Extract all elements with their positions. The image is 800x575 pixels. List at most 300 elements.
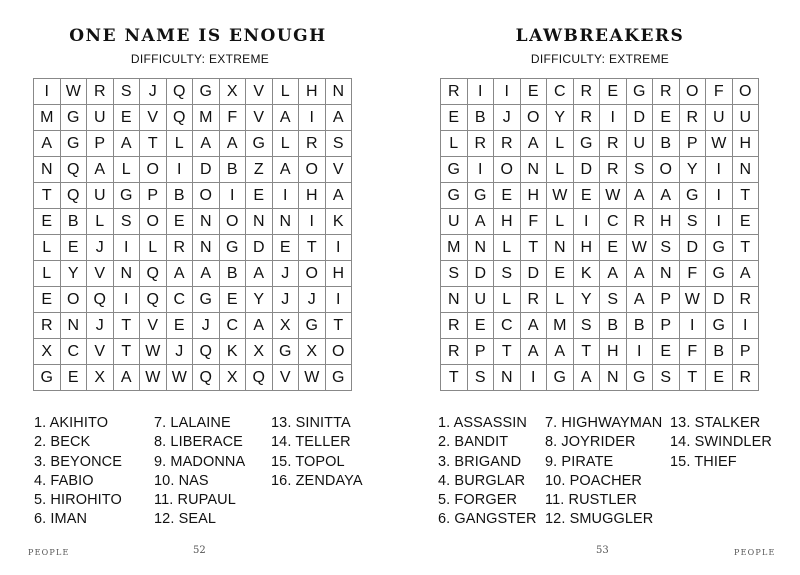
grid-row	[441, 131, 759, 157]
grid-cell: Q	[60, 157, 87, 183]
grid-cell: S	[679, 209, 706, 235]
grid-cell: C	[547, 79, 574, 105]
grid-cell: P	[87, 131, 114, 157]
word-search-grid	[33, 78, 352, 391]
grid-cell: A	[520, 313, 547, 339]
grid-row	[441, 261, 759, 287]
grid-cell: A	[246, 313, 273, 339]
grid-cell: A	[467, 209, 494, 235]
grid-cell: Q	[166, 79, 193, 105]
grid-cell: J	[140, 79, 167, 105]
grid-cell: S	[113, 209, 140, 235]
grid-cell: I	[706, 183, 733, 209]
grid-cell: R	[653, 79, 680, 105]
word-list-item: 4. BURGLAR	[438, 472, 526, 489]
grid-cell: A	[520, 339, 547, 365]
grid-cell: S	[600, 287, 627, 313]
grid-cell: W	[547, 183, 574, 209]
word-list-column	[545, 414, 662, 530]
grid-cell: M	[193, 105, 220, 131]
word-list-item: 2. BANDIT	[438, 434, 509, 451]
grid-cell: F	[679, 339, 706, 365]
grid-cell: H	[573, 235, 600, 261]
grid-cell: V	[87, 261, 114, 287]
grid-cell: R	[34, 313, 61, 339]
grid-cell: V	[272, 365, 299, 391]
grid-cell: N	[547, 235, 574, 261]
grid-cell: G	[679, 183, 706, 209]
grid-cell: A	[547, 339, 574, 365]
grid-cell: A	[193, 131, 220, 157]
grid-cell: G	[706, 235, 733, 261]
grid-cell: O	[140, 209, 167, 235]
grid-cell: A	[626, 261, 653, 287]
grid-cell: E	[467, 313, 494, 339]
grid-cell: I	[113, 235, 140, 261]
grid-cell: Y	[679, 157, 706, 183]
word-list-item: 4. FABIO	[34, 472, 94, 489]
grid-cell: P	[467, 339, 494, 365]
grid-cell: S	[653, 365, 680, 391]
word-search-grid	[440, 78, 759, 391]
grid-cell: X	[34, 339, 61, 365]
word-list-item: 15. TOPOL	[271, 453, 345, 470]
grid-cell: Y	[246, 287, 273, 313]
grid-cell: K	[325, 209, 352, 235]
grid-cell: E	[441, 105, 468, 131]
grid-cell: K	[573, 261, 600, 287]
grid-cell: K	[219, 339, 246, 365]
grid-cell: S	[467, 365, 494, 391]
grid-cell: T	[732, 183, 759, 209]
grid-cell: T	[573, 339, 600, 365]
grid-cell: G	[34, 365, 61, 391]
grid-cell: I	[166, 157, 193, 183]
grid-cell: Q	[166, 105, 193, 131]
grid-cell: J	[299, 287, 326, 313]
word-list-column	[670, 414, 772, 472]
grid-cell: J	[193, 313, 220, 339]
grid-cell: G	[60, 131, 87, 157]
grid-cell: T	[140, 131, 167, 157]
grid-cell: N	[600, 365, 627, 391]
grid-cell: R	[441, 313, 468, 339]
grid-cell: X	[246, 339, 273, 365]
grid-row	[34, 209, 352, 235]
grid-cell: U	[87, 183, 114, 209]
grid-cell: I	[325, 287, 352, 313]
grid-cell: G	[60, 105, 87, 131]
grid-cell: O	[60, 287, 87, 313]
grid-cell: E	[246, 183, 273, 209]
grid-cell: I	[706, 157, 733, 183]
grid-cell: I	[299, 209, 326, 235]
grid-cell: Y	[60, 261, 87, 287]
grid-cell: O	[299, 157, 326, 183]
grid-cell: O	[679, 79, 706, 105]
grid-cell: O	[299, 261, 326, 287]
grid-cell: N	[325, 79, 352, 105]
grid-cell: Q	[140, 287, 167, 313]
grid-cell: I	[732, 313, 759, 339]
grid-cell: N	[193, 235, 220, 261]
grid-cell: R	[441, 339, 468, 365]
grid-row	[441, 79, 759, 105]
grid-cell: R	[732, 287, 759, 313]
grid-cell: G	[467, 183, 494, 209]
grid-cell: A	[600, 261, 627, 287]
grid-cell: Y	[547, 105, 574, 131]
grid-cell: R	[600, 131, 627, 157]
grid-cell: N	[60, 313, 87, 339]
grid-cell: G	[325, 365, 352, 391]
grid-cell: D	[706, 287, 733, 313]
grid-cell: N	[34, 157, 61, 183]
grid-cell: A	[653, 183, 680, 209]
grid-cell: Y	[573, 287, 600, 313]
grid-cell: Q	[193, 339, 220, 365]
word-list-column	[34, 414, 122, 530]
grid-cell: R	[732, 365, 759, 391]
grid-row	[441, 365, 759, 391]
grid-cell: O	[732, 79, 759, 105]
grid-cell: I	[34, 79, 61, 105]
grid-cell: L	[34, 235, 61, 261]
grid-cell: I	[573, 209, 600, 235]
grid-cell: D	[246, 235, 273, 261]
grid-cell: N	[467, 235, 494, 261]
grid-cell: L	[547, 287, 574, 313]
grid-row	[34, 365, 352, 391]
grid-cell: S	[113, 79, 140, 105]
puzzle-title: LAWBREAKERS	[515, 26, 685, 46]
grid-cell: W	[706, 131, 733, 157]
grid-cell: F	[520, 209, 547, 235]
grid-cell: A	[732, 261, 759, 287]
grid-cell: H	[732, 131, 759, 157]
grid-cell: O	[219, 209, 246, 235]
word-list-item: 15. THIEF	[670, 453, 737, 470]
grid-cell: N	[113, 261, 140, 287]
grid-cell: V	[87, 339, 114, 365]
grid-row	[441, 209, 759, 235]
grid-cell: R	[679, 105, 706, 131]
word-list-item: 9. MADONNA	[154, 453, 246, 470]
grid-cell: O	[653, 157, 680, 183]
grid-cell: R	[600, 157, 627, 183]
grid-cell: I	[272, 183, 299, 209]
grid-cell: X	[87, 365, 114, 391]
grid-row	[34, 235, 352, 261]
word-list-item: 14. SWINDLER	[670, 434, 772, 451]
grid-cell: E	[653, 105, 680, 131]
grid-cell: R	[87, 79, 114, 105]
grid-cell: B	[626, 313, 653, 339]
grid-cell: A	[113, 365, 140, 391]
grid-cell: B	[706, 339, 733, 365]
grid-cell: E	[573, 183, 600, 209]
word-list-item: 11. RUSTLER	[545, 492, 637, 509]
grid-cell: Q	[193, 365, 220, 391]
puzzle-title: ONE NAME IS ENOUGH	[69, 26, 327, 46]
grid-cell: T	[113, 339, 140, 365]
grid-cell: N	[494, 365, 521, 391]
grid-cell: I	[467, 157, 494, 183]
word-list-item: 6. GANGSTER	[438, 511, 537, 528]
grid-cell: A	[87, 157, 114, 183]
grid-cell: T	[34, 183, 61, 209]
grid-cell: E	[113, 105, 140, 131]
grid-row	[34, 105, 352, 131]
grid-cell: H	[600, 339, 627, 365]
grid-cell: L	[140, 235, 167, 261]
grid-cell: L	[547, 157, 574, 183]
word-list-item: 16. ZENDAYA	[271, 472, 363, 489]
word-list-column	[154, 414, 245, 530]
grid-cell: S	[653, 235, 680, 261]
word-list-item: 5. FORGER	[438, 492, 518, 509]
grid-cell: N	[732, 157, 759, 183]
grid-cell: Q	[87, 287, 114, 313]
grid-cell: A	[34, 131, 61, 157]
grid-cell: R	[494, 131, 521, 157]
grid-cell: Q	[140, 261, 167, 287]
grid-cell: U	[87, 105, 114, 131]
grid-row	[441, 105, 759, 131]
grid-cell: I	[494, 79, 521, 105]
grid-cell: B	[60, 209, 87, 235]
word-list-item: 11. RUPAUL	[154, 492, 236, 509]
section-footer: PEOPLE	[28, 548, 70, 557]
grid-cell: A	[573, 365, 600, 391]
grid-cell: N	[193, 209, 220, 235]
grid-cell: B	[600, 313, 627, 339]
grid-cell: E	[600, 79, 627, 105]
grid-cell: G	[193, 287, 220, 313]
grid-cell: L	[272, 131, 299, 157]
word-list-item: 8. JOYRIDER	[545, 434, 636, 451]
grid-cell: F	[679, 261, 706, 287]
right-page	[400, 0, 800, 575]
grid-cell: T	[299, 235, 326, 261]
grid-cell: W	[140, 365, 167, 391]
grid-cell: J	[87, 235, 114, 261]
grid-cell: P	[732, 339, 759, 365]
grid-row	[34, 183, 352, 209]
grid-cell: V	[246, 79, 273, 105]
grid-cell: L	[494, 287, 521, 313]
grid-cell: H	[299, 183, 326, 209]
grid-cell: U	[626, 131, 653, 157]
grid-cell: D	[573, 157, 600, 183]
grid-cell: T	[520, 235, 547, 261]
grid-cell: C	[219, 313, 246, 339]
word-list-item: 13. STALKER	[670, 415, 761, 431]
grid-cell: A	[246, 261, 273, 287]
grid-cell: E	[34, 287, 61, 313]
grid-cell: I	[679, 313, 706, 339]
grid-cell: J	[272, 261, 299, 287]
grid-cell: O	[193, 183, 220, 209]
grid-cell: V	[325, 157, 352, 183]
word-list-item: 1. ASSASSIN	[438, 415, 527, 431]
grid-cell: D	[520, 261, 547, 287]
grid-cell: J	[494, 105, 521, 131]
grid-cell: T	[325, 313, 352, 339]
grid-cell: T	[679, 365, 706, 391]
grid-cell: I	[520, 365, 547, 391]
grid-cell: S	[494, 261, 521, 287]
grid-cell: C	[60, 339, 87, 365]
grid-cell: Q	[60, 183, 87, 209]
grid-cell: Q	[246, 365, 273, 391]
grid-cell: W	[299, 365, 326, 391]
grid-row	[441, 339, 759, 365]
grid-cell: D	[467, 261, 494, 287]
grid-cell: G	[193, 79, 220, 105]
grid-cell: B	[166, 183, 193, 209]
grid-cell: P	[653, 313, 680, 339]
grid-cell: L	[34, 261, 61, 287]
grid-cell: M	[441, 235, 468, 261]
grid-cell: G	[626, 365, 653, 391]
word-list-item: 7. LALAINE	[154, 415, 231, 431]
grid-cell: G	[706, 313, 733, 339]
grid-cell: B	[467, 105, 494, 131]
grid-cell: A	[520, 131, 547, 157]
word-list-column	[438, 414, 537, 530]
grid-cell: V	[140, 105, 167, 131]
section-footer: PEOPLE	[734, 548, 776, 557]
word-list-item: 3. BRIGAND	[438, 453, 522, 470]
word-list-item: 2. BECK	[34, 434, 91, 451]
grid-cell: E	[60, 235, 87, 261]
grid-cell: I	[706, 209, 733, 235]
grid-cell: E	[166, 313, 193, 339]
word-list-item: 12. SMUGGLER	[545, 511, 654, 528]
grid-cell: W	[60, 79, 87, 105]
word-list-item: 12. SEAL	[154, 511, 217, 528]
grid-cell: M	[34, 105, 61, 131]
grid-cell: X	[272, 313, 299, 339]
grid-cell: N	[246, 209, 273, 235]
grid-cell: I	[467, 79, 494, 105]
grid-cell: O	[494, 157, 521, 183]
grid-cell: W	[166, 365, 193, 391]
grid-cell: G	[573, 131, 600, 157]
word-list-item: 5. HIROHITO	[34, 492, 122, 509]
grid-cell: J	[166, 339, 193, 365]
grid-cell: G	[299, 313, 326, 339]
grid-cell: H	[494, 209, 521, 235]
grid-cell: V	[246, 105, 273, 131]
grid-cell: L	[87, 209, 114, 235]
grid-cell: A	[272, 157, 299, 183]
grid-cell: L	[113, 157, 140, 183]
grid-cell: B	[219, 157, 246, 183]
grid-cell: E	[600, 235, 627, 261]
grid-cell: E	[60, 365, 87, 391]
grid-row	[34, 261, 352, 287]
difficulty-label: DIFFICULTY: EXTREME	[530, 52, 670, 66]
grid-cell: C	[166, 287, 193, 313]
grid-cell: R	[573, 105, 600, 131]
grid-cell: G	[272, 339, 299, 365]
grid-cell: R	[626, 209, 653, 235]
grid-cell: W	[626, 235, 653, 261]
grid-cell: M	[547, 313, 574, 339]
grid-cell: X	[219, 365, 246, 391]
grid-cell: H	[299, 79, 326, 105]
word-list-item: 7. HIGHWAYMAN	[545, 415, 663, 431]
grid-cell: F	[219, 105, 246, 131]
grid-row	[441, 235, 759, 261]
grid-cell: R	[299, 131, 326, 157]
grid-cell: E	[34, 209, 61, 235]
grid-cell: J	[272, 287, 299, 313]
grid-cell: U	[706, 105, 733, 131]
grid-cell: O	[140, 157, 167, 183]
grid-cell: L	[547, 131, 574, 157]
grid-cell: C	[600, 209, 627, 235]
grid-cell: W	[679, 287, 706, 313]
grid-cell: A	[626, 287, 653, 313]
grid-cell: G	[113, 183, 140, 209]
grid-cell: T	[113, 313, 140, 339]
grid-row	[441, 183, 759, 209]
grid-cell: R	[573, 79, 600, 105]
grid-cell: G	[626, 79, 653, 105]
grid-cell: G	[441, 157, 468, 183]
grid-cell: E	[166, 209, 193, 235]
grid-cell: A	[193, 261, 220, 287]
grid-cell: A	[626, 183, 653, 209]
grid-cell: I	[113, 287, 140, 313]
grid-cell: L	[441, 131, 468, 157]
grid-cell: Z	[246, 157, 273, 183]
grid-row	[34, 313, 352, 339]
grid-cell: N	[653, 261, 680, 287]
grid-cell: D	[193, 157, 220, 183]
grid-cell: I	[325, 235, 352, 261]
grid-cell: A	[166, 261, 193, 287]
grid-cell: E	[520, 79, 547, 105]
grid-cell: E	[272, 235, 299, 261]
grid-cell: L	[272, 79, 299, 105]
grid-cell: X	[299, 339, 326, 365]
word-list-item: 1. AKIHITO	[34, 415, 109, 431]
grid-row	[441, 287, 759, 313]
grid-row	[34, 79, 352, 105]
grid-cell: I	[219, 183, 246, 209]
grid-cell: R	[467, 131, 494, 157]
grid-cell: N	[520, 157, 547, 183]
grid-cell: A	[325, 183, 352, 209]
grid-cell: H	[653, 209, 680, 235]
grid-cell: U	[732, 105, 759, 131]
grid-cell: G	[246, 131, 273, 157]
grid-cell: V	[140, 313, 167, 339]
word-list-item: 14. TELLER	[271, 434, 351, 451]
grid-row	[34, 287, 352, 313]
word-list-column	[271, 414, 363, 491]
grid-cell: D	[626, 105, 653, 131]
grid-cell: S	[626, 157, 653, 183]
word-list-item: 6. IMAN	[34, 511, 88, 528]
grid-cell: O	[520, 105, 547, 131]
grid-cell: A	[325, 105, 352, 131]
grid-cell: S	[325, 131, 352, 157]
